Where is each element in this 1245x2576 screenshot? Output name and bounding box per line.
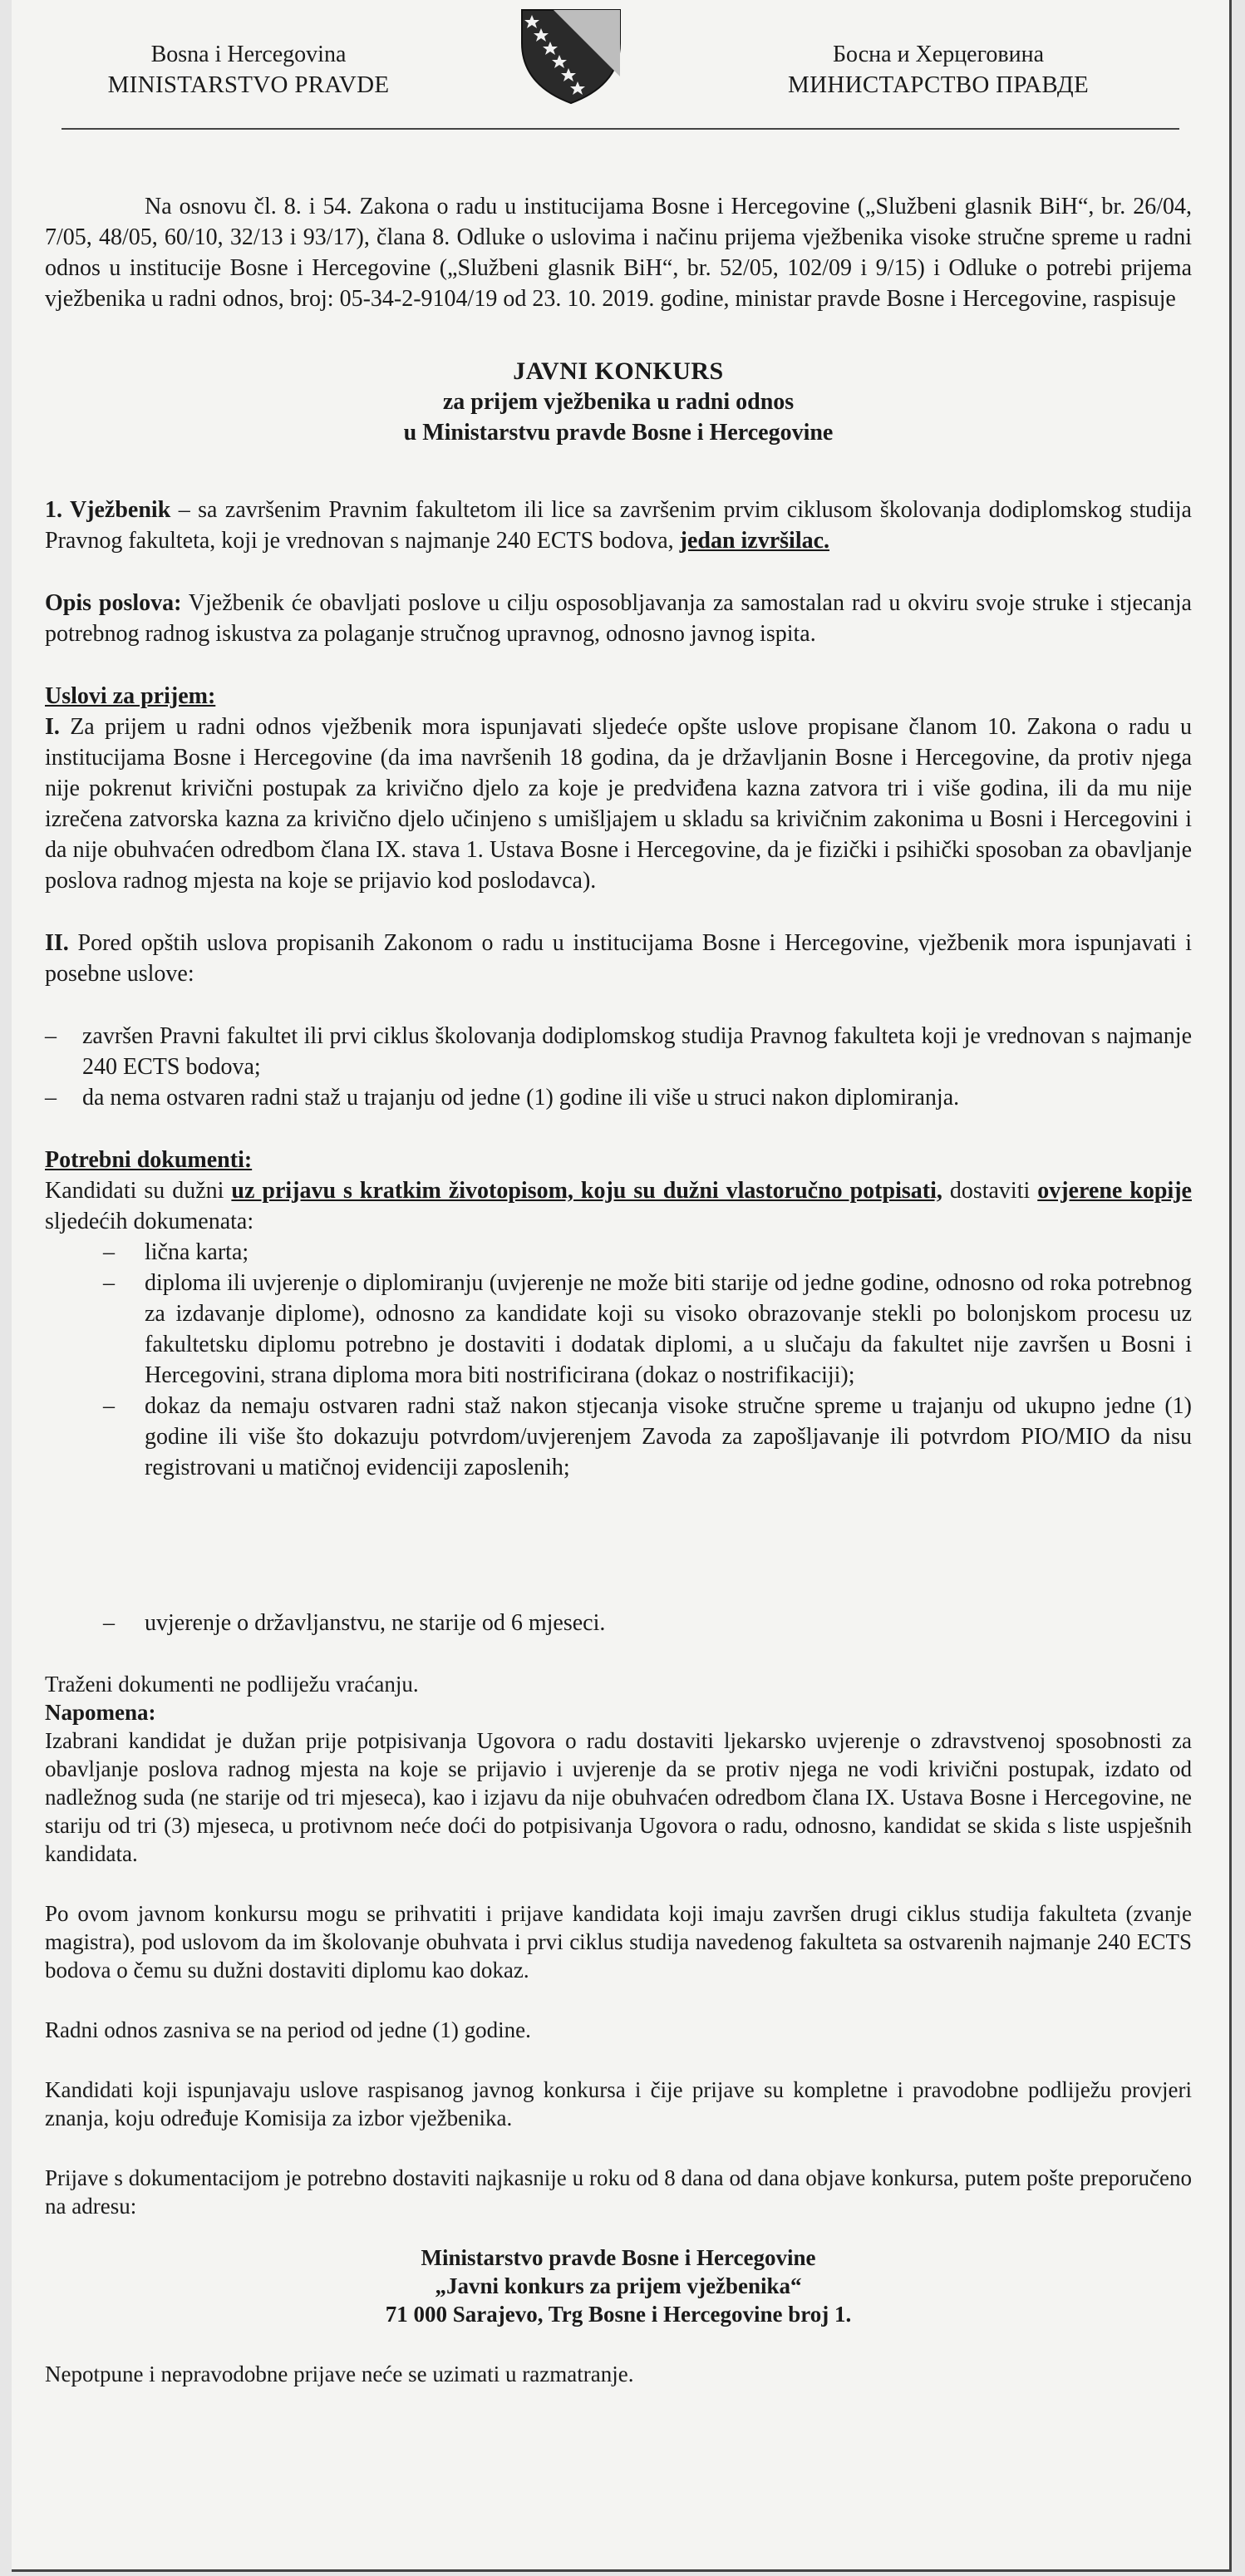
- job-description-paragraph: [45, 588, 1192, 649]
- documents-intro-underlined: uz prijavu s kratkim životopisom, koju su dužni vlastoručno potpisati,: [231, 1178, 942, 1204]
- documents-intro: [45, 1175, 1192, 1237]
- duration-paragraph: Radni odnos zasniva se na period od jedne (1) godine.: [45, 2017, 531, 2042]
- announcement-title: [45, 356, 1192, 448]
- list-item: – lična karta;: [45, 1237, 1192, 1268]
- list-item: – završen Pravni fakultet ili prvi ciklus školovanja dodiplomskog studija Pravnog fakulteta koji je vrednovan s najmanje 240 ECTS bodova;: [45, 1021, 1192, 1082]
- documents-intro-copies: ovjerene kopije: [1037, 1178, 1192, 1204]
- legal-basis-paragraph: Na osnovu čl. 8. i 54. Zakona o radu u institucijama Bosne i Hercegovine („Službeni glasnik BiH“, br. 26/04, 7/05, 48/05, 60/10, 32/13 i 93/17), člana 8. Odluke o uslovima i načinu prijema vježbenika visoke stručne spreme u radni odnos u institucije Bosne i Hercegovine („Službeni glasnik BiH“, br. 52/05, 102/09 i 9/15) i Odluke o potrebi prijema vježbenika u radni odnos, broj: 05-34-2-9104/19 od 23. 10. 2019. godine, ministar pravde Bosne i Hercegovine, raspisuje: [45, 194, 1192, 312]
- address-line-2: „Javni konkurs za prijem vježbenika“: [435, 2273, 802, 2298]
- letterhead: [12, 0, 1229, 133]
- announcement-body: [45, 191, 1192, 2388]
- letterhead-latin: [53, 40, 444, 100]
- document-page: [12, 0, 1232, 2572]
- conditions-heading: Uslovi za prijem:: [45, 683, 216, 709]
- country-name-cyrillic: Босна и Херцеговина: [832, 42, 1045, 67]
- documents-intro-end: sljedećih dokumenata:: [45, 1209, 254, 1234]
- documents-intro-mid: dostaviti: [942, 1178, 1038, 1204]
- notes-section: [45, 1670, 1192, 2388]
- general-conditions-text: Za prijem u radni odnos vježbenik mora ispunjavati sljedeće opšte uslove propisane članom 10. Zakona o radu u institucijama Bosne i Hercegovine (da ima navršenih 18 godina, da je državljanin Bosne i Hercegovine, da protiv njega nije pokrenut krivični postupak za krivično djelo za koje je predviđena kazna zatvora tri i više godina, ili da mu nije izrečena zatvorska kazna za krivično djelo učinjeno s umišljajem u skladu sa krivičnim zakonima u Bosni i Hercegovini i da nije obuhvaćen odredbom člana IX. stava 1. Ustava Bosne i Hercegovine, da je fizički i psihički sposoban za obavljanje poslova radnog mjesta na koje se prijavio kod poslodavca).: [45, 714, 1192, 894]
- remark-text: Izabrani kandidat je dužan prije potpisivanja Ugovora o radu dostaviti ljekarsko uvjerenje o zdravstvenoj sposobnosti za obavljanje poslova radnog mjesta na koje se prijavio i uvjerenje da se protiv njega ne vodi krivični postupak, izdato od nadležnog suda (ne starije od tri mjeseca), kao i izjavu da nije obuhvaćen odredbom člana IX. Ustava Bosne i Hercegovine, ne stariju od tri (3) mjeseca, u protivnom neće doći do potpisivanja Ugovora o radu, odnosno, kandidat se skida s liste uspješnih kandidata.: [45, 1728, 1192, 1866]
- ministry-name-latin: MINISTARSTVO PRAVDE: [107, 71, 390, 98]
- special-conditions-number: II.: [45, 930, 69, 956]
- documents-not-returned: Traženi dokumenti ne podliježu vraćanju.: [45, 1672, 419, 1697]
- bih-coat-of-arms-icon: [515, 7, 627, 105]
- documents-list-last: [45, 1608, 1192, 1638]
- special-conditions-paragraph: [45, 928, 1192, 989]
- position-label: 1. Vježbenik: [45, 497, 171, 523]
- list-item: – dokaz da nemaju ostvaren radni staž nakon stjecanja visoke stručne spreme u trajanju od ukupno jedne (1) godine ili više što dokazuju potvrdom/uvjerenjem Zavoda za zapošljavanje ili potvrdom PIO/MIO da nisu registrovani u matičnoj evidenciji zaposlenih;: [45, 1391, 1192, 1483]
- list-item: – uvjerenje o državljanstvu, ne starije od 6 mjeseci.: [45, 1608, 1192, 1638]
- documents-list: [45, 1237, 1192, 1483]
- letterhead-cyrillic: [718, 40, 1159, 100]
- submission-paragraph: Prijave s dokumentacijom je potrebno dostaviti najkasnije u roku od 8 dana od dana objave konkursa, putem pošte preporučeno na adresu:: [45, 2165, 1192, 2219]
- job-description-label: Opis poslova:: [45, 590, 182, 616]
- header-divider: [62, 128, 1179, 130]
- documents-heading: Potrebni dokumenti:: [45, 1147, 253, 1173]
- ministry-name-cyrillic: МИНИСТАРСТВО ПРАВДЕ: [788, 71, 1089, 98]
- masters-paragraph: Po ovom javnom konkursu mogu se prihvatiti i prijave kandidata koji imaju završen drugi ciklus studija fakulteta (zvanje magistra), pod uslovom da im školovanje obuhvata i prvi ciklus studija navedenog fakulteta sa ostvarenih najmanje 240 ECTS bodova o čemu su dužni dostaviti diplomu kao dokaz.: [45, 1901, 1192, 1982]
- title-main: JAVNI KONKURS: [513, 357, 724, 385]
- title-line-3: u Ministarstvu pravde Bosne i Hercegovine: [403, 420, 834, 446]
- address-line-3: 71 000 Sarajevo, Trg Bosne i Hercegovine broj 1.: [385, 2302, 852, 2327]
- title-line-2: za prijem vježbenika u radni odnos: [442, 389, 795, 415]
- special-conditions-list: [45, 1021, 1192, 1113]
- address-line-1: Ministarstvo pravde Bosne i Hercegovine: [421, 2245, 816, 2270]
- country-name-latin: Bosna i Hercegovina: [150, 42, 347, 67]
- position-paragraph: [45, 495, 1192, 556]
- list-item: – diploma ili uvjerenje o diplomiranju (uvjerenje ne može biti starije od jedne godine, odnosno od roka potrebnog za izdavanje diplome), odnosno za kandidate koji su visoko obrazovanje stekli po bolonjskom procesu uz fakultetsku diplomu potrebno je dostaviti i dodatak diplomi, a u slučaju da fakultet nije završen u Bosni i Hercegovini, strana diploma mora biti nostrificirana (dokaz o nostrifikaciji);: [45, 1268, 1192, 1391]
- documents-intro-start: Kandidati su dužni: [45, 1178, 232, 1204]
- job-description-text: Vježbenik će obavljati poslove u cilju osposobljavanja za samostalan rad u okviru svoje struke i stjecanja potrebnog radnog iskustva za polaganje stručnog upravnog, odnosno javnog ispita.: [45, 590, 1192, 647]
- closing-paragraph: Nepotpune i nepravodobne prijave neće se uzimati u razmatranje.: [45, 2362, 634, 2386]
- mailing-address: [45, 2244, 1192, 2328]
- position-count: jedan izvršilac.: [679, 528, 830, 554]
- special-conditions-text: Pored opštih uslova propisanih Zakonom o radu u institucijama Bosne i Hercegovine, vježbenik mora ispunjavati i posebne uslove:: [45, 930, 1192, 987]
- general-conditions-paragraph: [45, 712, 1192, 896]
- list-item: – da nema ostvaren radni staž u trajanju od jedne (1) godine ili više u struci nakon diplomiranja.: [45, 1082, 1192, 1113]
- remark-label: Napomena:: [45, 1700, 156, 1725]
- exam-paragraph: Kandidati koji ispunjavaju uslove raspisanog javnog konkursa i čije prijave su kompletne i pravodobne podliježu provjeri znanja, koju određuje Komisija za izbor vježbenika.: [45, 2077, 1192, 2130]
- position-text: – sa završenim Pravnim fakultetom ili lice sa završenim prvim ciklusom školovanja dodiplomskog studija Pravnog fakulteta, koji je vrednovan s najmanje 240 ECTS bodova,: [45, 497, 1192, 554]
- general-conditions-number: I.: [45, 714, 60, 740]
